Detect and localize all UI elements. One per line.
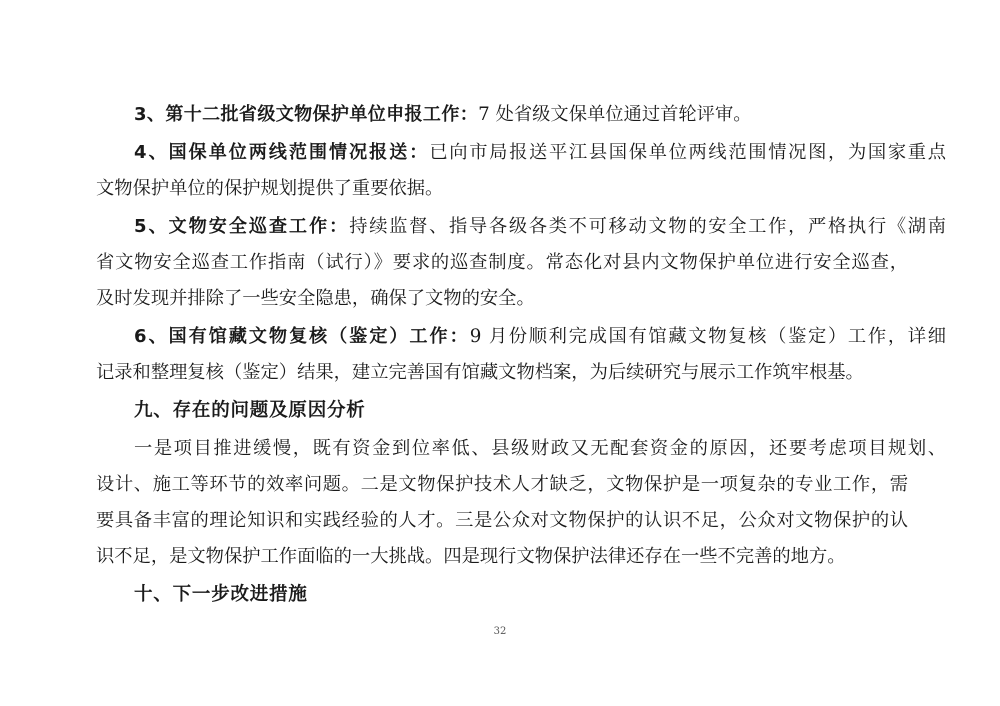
item5-text-line1: 持续监督、指导各级各类不可移动文物的安全工作，严格执行《湖南 [349,216,946,237]
item6-text-line1: 9 月份顺利完成国有馆藏文物复核（鉴定）工作，详细 [469,326,946,347]
section9-paragraph-line4: 识不足，是文物保护工作面临的一大挑战。四是现行文物保护法律还存在一些不完善的地方。 [96,546,846,567]
item5-paragraph-line1 [96,210,946,244]
item5-paragraph-line3: 及时发现并排除了一些安全隐患，确保了文物的安全。 [96,288,535,309]
item4-paragraph-line2: 文物保护单位的保护规划提供了重要依据。 [96,178,444,199]
item3-title: 3、第十二批省级文物保护单位申报工作： [134,104,479,125]
item4-title: 4、国保单位两线范围情况报送： [134,142,430,163]
item4-text-line1: 已向市局报送平江县国保单位两线范围情况图，为国家重点 [429,142,946,163]
item5-paragraph-line2: 省文物安全巡查工作指南（试行）》要求的巡查制度。常态化对县内文物保护单位进行安全巡查， [96,252,908,273]
item6-paragraph-line1 [96,320,946,354]
section9-paragraph-line2: 设计、施工等环节的效率问题。二是文物保护技术人才缺乏，文物保护是一项复杂的专业工作，需 [96,474,908,495]
item3-paragraph [96,98,946,132]
item4-paragraph-line1 [96,136,946,170]
item6-paragraph-line2: 记录和整理复核（鉴定）结果，建立完善国有馆藏文物档案，为后续研究与展示工作筑牢根基。 [96,362,864,383]
item6-title: 6、国有馆藏文物复核（鉴定）工作： [134,326,470,347]
section9-heading: 九、存在的问题及原因分析 [134,400,366,421]
section9-paragraph-line1: 一是项目推进缓慢，既有资金到位率低、县级财政又无配套资金的原因，还要考虑项目规划、 [134,438,946,459]
item3-text: 7 处省级文保单位通过首轮评审。 [478,104,752,125]
page-number: 32 [493,626,507,637]
item5-title: 5、文物安全巡查工作： [134,216,350,237]
section9-paragraph-line3: 要具备丰富的理论知识和实践经验的人才。三是公众对文物保护的认识不足，公众对文物保护的认 [96,510,908,531]
section10-heading: 十、下一步改进措施 [134,584,308,605]
